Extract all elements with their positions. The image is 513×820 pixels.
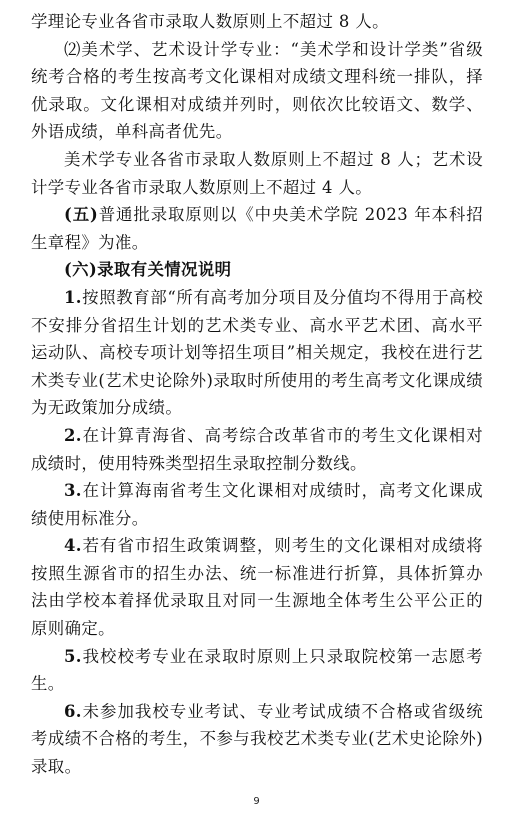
item-number: 6. xyxy=(64,701,82,721)
section-number: (六) xyxy=(64,260,98,280)
paragraph-1 xyxy=(31,8,483,36)
item-number: 4. xyxy=(64,536,82,556)
section-heading-text: 录取有关情况说明 xyxy=(97,260,232,280)
paragraph-text: 在计算海南省考生文化课相对成绩时，高考文化课成绩使用标准分。 xyxy=(31,481,483,528)
paragraph-text: 在计算青海省、高考综合改革省市的考生文化课相对成绩时，使用特殊类型招生录取控制分数线。 xyxy=(31,425,483,473)
paragraph-11 xyxy=(31,698,483,781)
item-number: 1. xyxy=(64,287,82,307)
paragraph-text: ⑵美术学、艺术设计学专业：“美术学和设计学类”省级统考合格的考生按高考文化课相对成绩文理科统一排队，择优录取。文化课相对成绩并列时，则依次比较语文、数学、外语成绩，单科高者优先。 xyxy=(31,39,483,142)
section-heading xyxy=(31,256,483,284)
paragraph-3 xyxy=(31,146,483,201)
paragraph-text: 学理论专业各省市录取人数原则上不超过 8 人。 xyxy=(31,12,389,31)
page-number: 9 xyxy=(253,796,260,807)
section-number: (五) xyxy=(64,205,99,225)
document-page xyxy=(31,8,483,781)
paragraph-6 xyxy=(31,284,483,422)
paragraph-text: 我校校考专业在录取时原则上只录取院校第一志愿考生。 xyxy=(31,646,483,694)
paragraph-text: 按照教育部“所有高考加分项目及分值均不得用于高校不安排分省招生计划的艺术类专业、高水平艺术团、高水平运动队、高校专项计划等招生项目”相关规定，我校在进行艺术类专业(艺术史论除外)录取时所使用的考生高考文化课成绩为无政策加分成绩。 xyxy=(31,287,483,418)
paragraph-8 xyxy=(31,477,483,532)
paragraph-4 xyxy=(31,201,483,256)
paragraph-2 xyxy=(31,36,483,146)
paragraph-text: 若有省市招生政策调整，则考生的文化课相对成绩将按照生源省市的招生办法、统一标准进行折算，具体折算办法由学校本着择优录取且对同一生源地全体考生公平公正的原则确定。 xyxy=(31,536,483,639)
paragraph-text: 美术学专业各省市录取人数原则上不超过 8 人；艺术设计学专业各省市录取人数原则上不超过 4 人。 xyxy=(31,149,483,197)
item-number: 5. xyxy=(64,646,82,666)
item-number: 3. xyxy=(64,481,82,501)
paragraph-text: 普通批录取原则以《中央美术学院 2023 年本科招生章程》为准。 xyxy=(31,205,483,252)
paragraph-7 xyxy=(31,422,483,477)
paragraph-text: 未参加我校专业考试、专业考试成绩不合格或省级统考成绩不合格的考生，不参与我校艺术类专业(艺术史论除外)录取。 xyxy=(31,701,483,777)
paragraph-10 xyxy=(31,643,483,698)
paragraph-9 xyxy=(31,532,483,642)
item-number: 2. xyxy=(64,425,82,445)
